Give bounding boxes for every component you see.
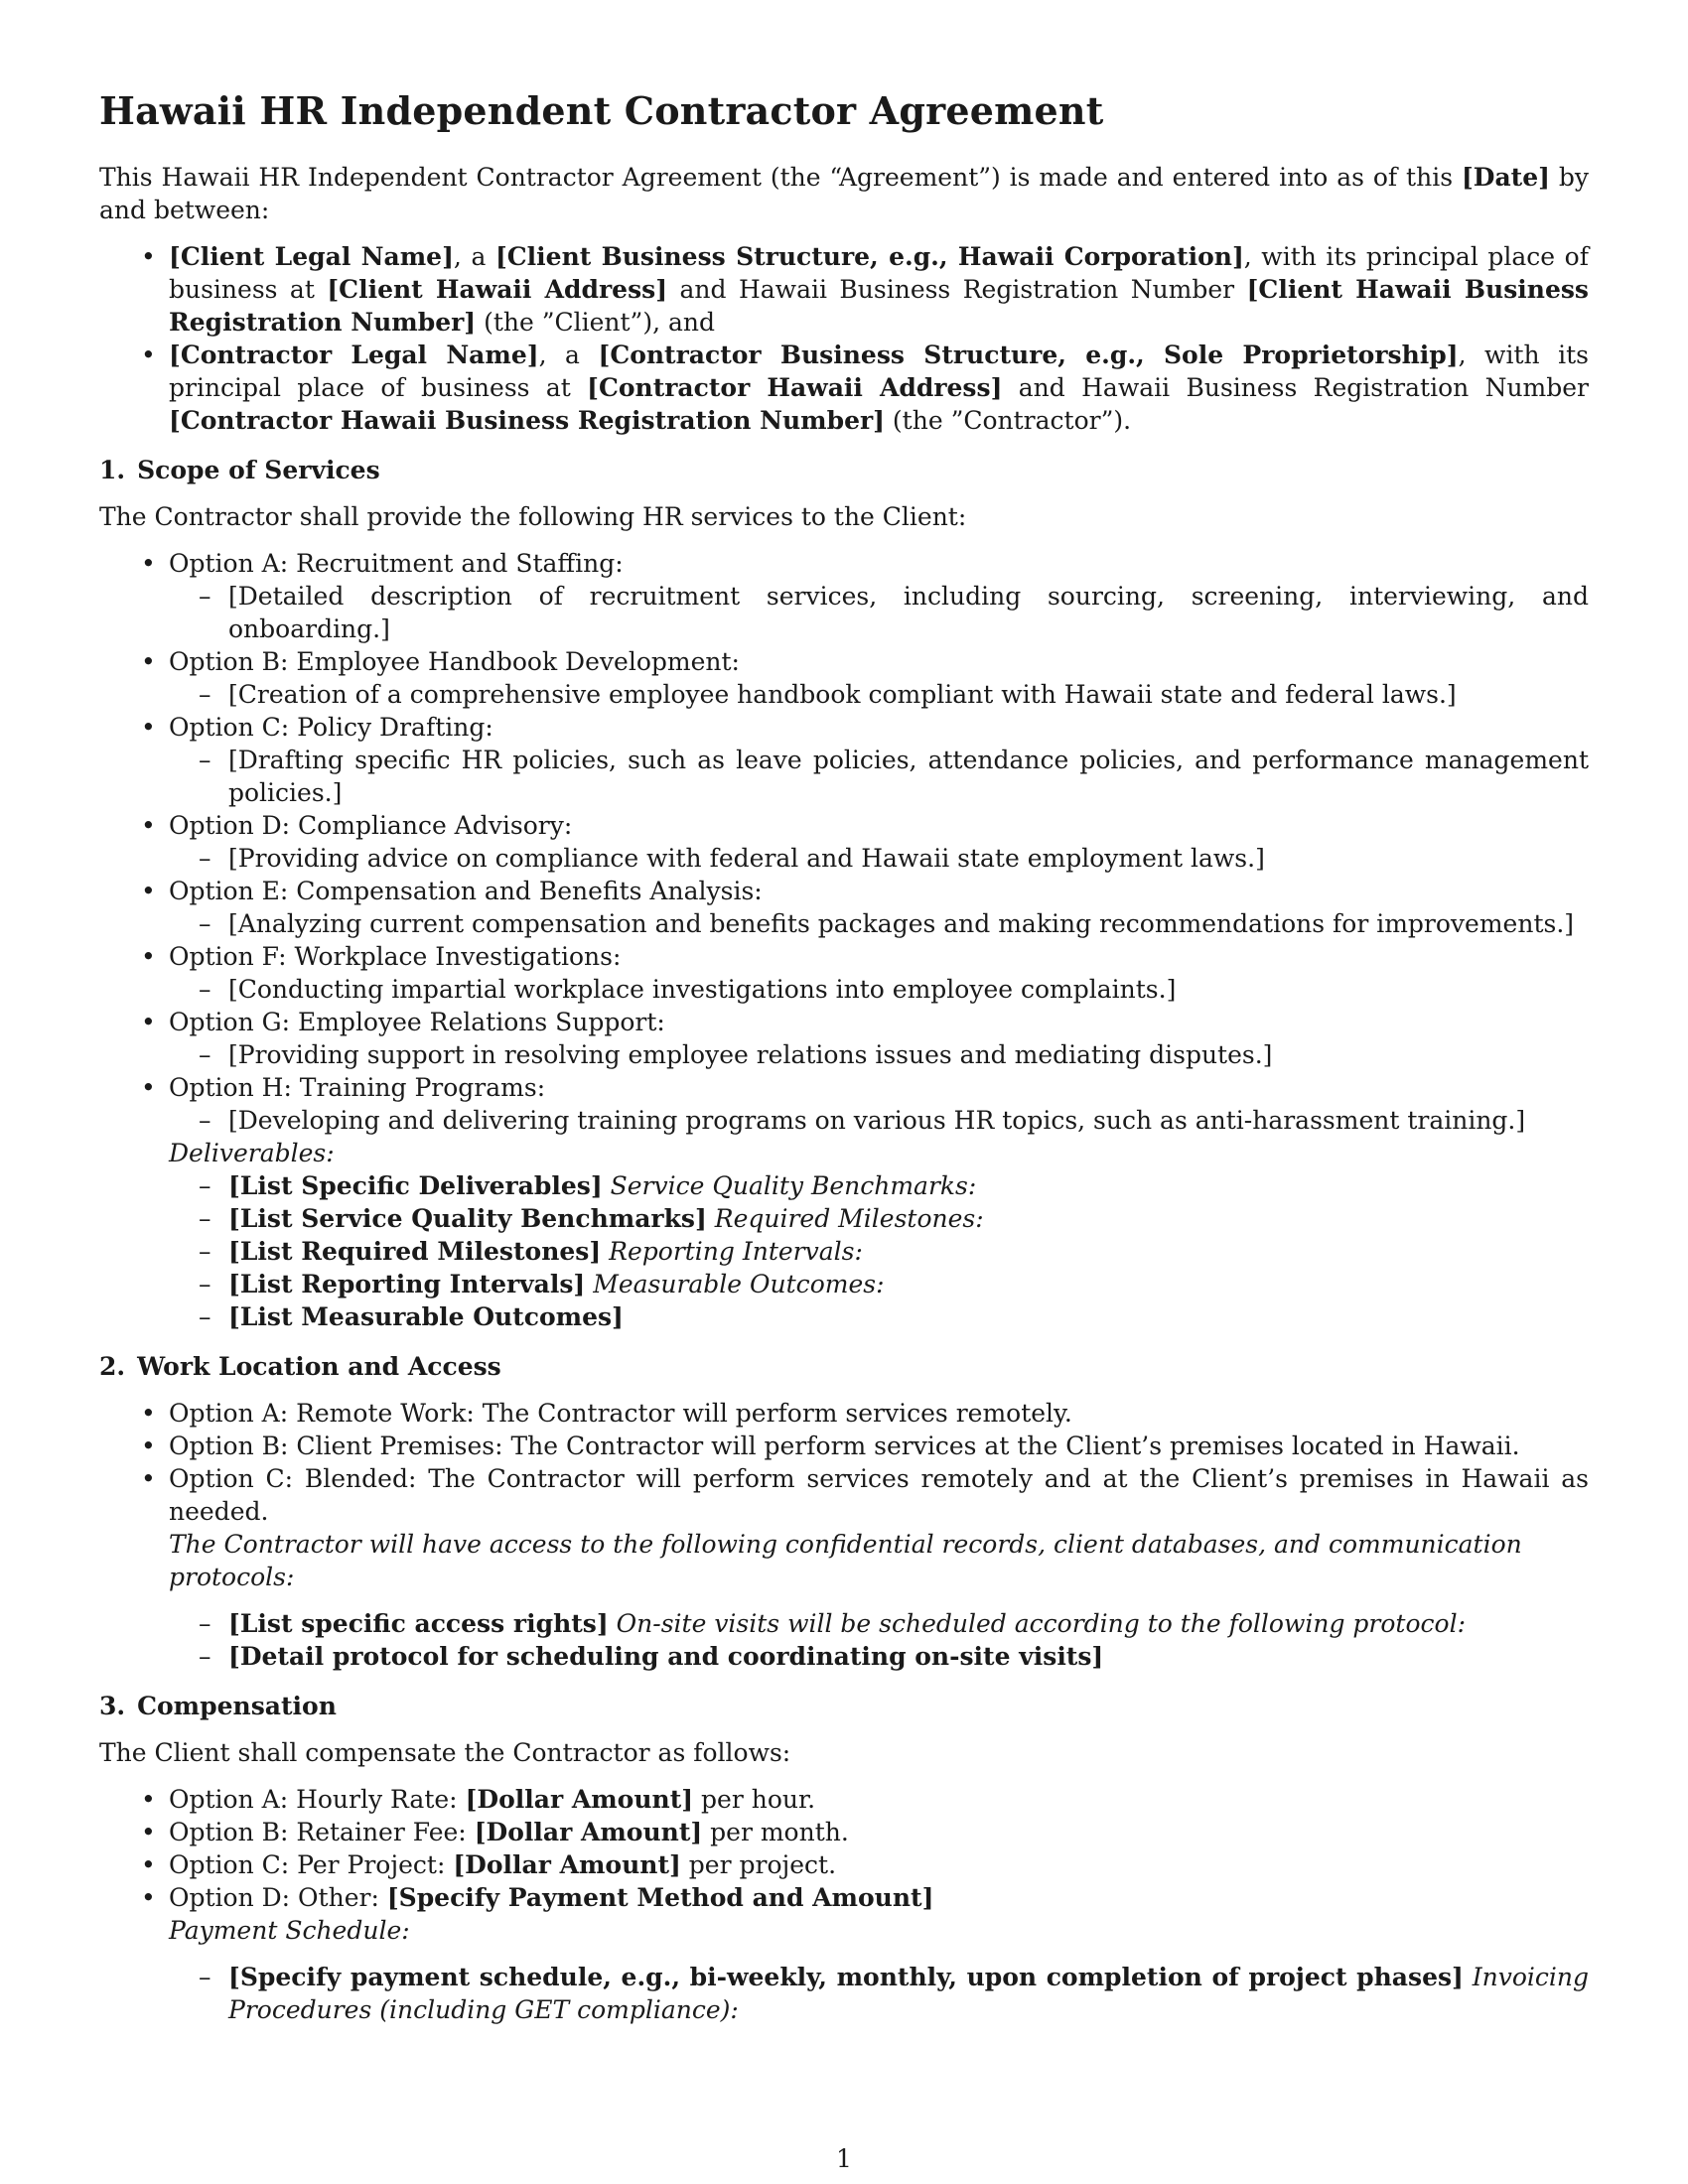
option-label: Option D: Compliance Advisory: [169,811,573,840]
amount-placeholder: [Dollar Amount] [465,1785,694,1814]
party-text: (the ”Contractor”). [884,406,1132,435]
section-number: 3. [99,1692,126,1720]
contractor-structure-placeholder: [Contractor Business Structure, e.g., Sole Proprietorship] [598,341,1459,369]
party-text: , with its principal place of business at [169,242,1589,304]
compensation-options [99,1783,1589,1914]
section-heading-scope [99,454,1589,486]
option-suffix: per month. [702,1818,849,1846]
payment-schedule-list [169,1961,1589,2026]
deliverable-placeholder: [List Reporting Intervals] [228,1270,586,1298]
deliverable-next-label: Reporting Intervals: [609,1237,863,1266]
payment-schedule-item [228,1961,1589,2026]
section-title: Work Location and Access [137,1352,501,1381]
deliverable-next-label: Service Quality Benchmarks: [610,1171,977,1200]
deliverables-list [169,1169,1589,1333]
contractor-registration-placeholder: [Contractor Hawaii Business Registration Number] [169,406,885,435]
option-label: Option F: Workplace Investigations: [169,942,622,971]
payment-schedule-label: Payment Schedule: [169,1916,410,1945]
page-number: 1 [836,2144,852,2173]
option-description: – [Providing advice on compliance with federal and Hawaii state employment laws.] [228,842,1589,875]
deliverable-item [228,1202,1589,1235]
deliverables-block [99,1137,1589,1333]
client-registration-placeholder: [Client Hawaii Business Registration Number] [169,275,1589,337]
payment-schedule-block [99,1914,1589,2026]
schedule-next-label: Invoicing Procedures (including GET compliance): [228,1963,1589,2024]
work-location-option: • Option C: Blended: The Contractor will perform services remotely and at the Client’s premises in Hawaii as needed. [169,1462,1589,1528]
option-description: – [Providing support in resolving employee relations issues and mediating disputes.] [228,1038,1589,1071]
intro-text-end: by and between: [99,163,1589,224]
deliverable-item [228,1235,1589,1268]
access-placeholder: [Detail protocol for scheduling and coordinating on-site visits] [228,1642,1104,1671]
scope-option [169,875,1589,940]
compensation-option [169,1816,1589,1848]
option-suffix: per project. [680,1850,837,1879]
option-label: Option C: Per Project: [169,1850,454,1879]
work-location-option: • Option B: Client Premises: The Contractor will perform services at the Client’s premises located in Hawaii. [169,1430,1589,1462]
compensation-option [169,1783,1589,1816]
access-note: The Contractor will have access to the following confidential records, client databases, and communication protocols: [169,1530,1522,1591]
scope-options-list [99,547,1589,1137]
option-label: Option H: Training Programs: [169,1073,546,1102]
scope-option [169,547,1589,645]
amount-placeholder: [Dollar Amount] [474,1818,703,1846]
party-text: (the ”Client”), and [476,308,715,337]
party-text: and Hawaii Business Registration Number [1002,373,1589,402]
option-label: Option B: Retainer Fee: [169,1818,475,1846]
intro-paragraph [99,161,1589,226]
option-label: Option E: Compensation and Benefits Analysis: [169,877,763,905]
party-text: , a [453,242,495,271]
section-number: 2. [99,1352,126,1381]
section-heading-work-location [99,1350,1589,1383]
compensation-option [169,1881,1589,1914]
scope-option [169,645,1589,711]
scope-option [169,940,1589,1006]
scope-option [169,809,1589,875]
deliverable-next-label: Measurable Outcomes: [593,1270,885,1298]
contractor-name-placeholder: [Contractor Legal Name] [169,341,539,369]
deliverable-next-label: Required Milestones: [714,1204,984,1233]
deliverable-placeholder: [List Required Milestones] [228,1237,602,1266]
access-block [99,1528,1589,1673]
section-title: Compensation [137,1692,337,1720]
section-title: Scope of Services [137,456,380,484]
amount-placeholder: [Specify Payment Method and Amount] [386,1883,934,1912]
party-text: and Hawaii Business Registration Number [667,275,1247,304]
option-suffix: per hour. [693,1785,816,1814]
option-label: Option G: Employee Relations Support: [169,1008,665,1036]
option-description: – [Analyzing current compensation and benefits packages and making recommendations for improvements.] [228,907,1589,940]
work-location-option: • Option A: Remote Work: The Contractor will perform services remotely. [169,1397,1589,1430]
deliverables-label: Deliverables: [169,1139,335,1167]
option-description: – [Detailed description of recruitment services, including sourcing, screening, interviewing, and onboarding.] [228,580,1589,645]
party-text: , with its principal place of business at [169,341,1589,402]
option-label: Option A: Recruitment and Staffing: [169,549,624,578]
party-client [169,240,1589,339]
section-heading-compensation [99,1690,1589,1722]
deliverable-placeholder: [List Specific Deliverables] [228,1171,603,1200]
parties-list [99,240,1589,437]
access-next-label: On-site visits will be scheduled according to the following protocol: [616,1609,1466,1638]
client-address-placeholder: [Client Hawaii Address] [327,275,668,304]
option-description: – [Developing and delivering training programs on various HR topics, such as anti-harassment training.] [228,1104,1589,1137]
option-label: Option A: Hourly Rate: [169,1785,466,1814]
deliverable-placeholder: [List Service Quality Benchmarks] [228,1204,707,1233]
schedule-placeholder: [Specify payment schedule, e.g., bi-weekly, monthly, upon completion of project phases] [228,1963,1464,1991]
compensation-intro: The Client shall compensate the Contractor as follows: [99,1738,791,1767]
option-label: Option C: Policy Drafting: [169,713,493,742]
client-name-placeholder: [Client Legal Name] [169,242,454,271]
date-placeholder: [Date] [1461,163,1550,192]
option-description: – [Drafting specific HR policies, such as leave policies, attendance policies, and performance management policies.] [228,744,1589,809]
compensation-option [169,1848,1589,1881]
contractor-address-placeholder: [Contractor Hawaii Address] [587,373,1003,402]
deliverable-item [228,1169,1589,1202]
section-number: 1. [99,456,126,484]
access-list [169,1607,1589,1673]
party-contractor [169,339,1589,437]
scope-option [169,1006,1589,1071]
access-item [228,1607,1589,1640]
scope-intro: The Contractor shall provide the following HR services to the Client: [99,502,967,531]
option-description: – [Creation of a comprehensive employee handbook compliant with Hawaii state and federal laws.] [228,678,1589,711]
party-text: , a [538,341,599,369]
scope-option [169,711,1589,809]
option-description: – [Conducting impartial workplace investigations into employee complaints.] [228,973,1589,1006]
client-structure-placeholder: [Client Business Structure, e.g., Hawaii Corporation] [494,242,1244,271]
option-label: Option D: Other: [169,1883,387,1912]
intro-text: This Hawaii HR Independent Contractor Agreement (the “Agreement”) is made and entered into as of this [99,163,1462,192]
document-title: Hawaii HR Independent Contractor Agreement [99,88,1104,133]
work-location-options [99,1397,1589,1528]
scope-option [169,1071,1589,1137]
access-item [228,1640,1589,1673]
document-page [99,87,1589,2026]
access-placeholder: [List specific access rights] [228,1609,609,1638]
deliverable-item [228,1268,1589,1300]
deliverable-placeholder: [List Measurable Outcomes] [228,1302,624,1331]
option-label: Option B: Employee Handbook Development: [169,647,740,676]
deliverable-item [228,1300,1589,1333]
amount-placeholder: [Dollar Amount] [453,1850,681,1879]
